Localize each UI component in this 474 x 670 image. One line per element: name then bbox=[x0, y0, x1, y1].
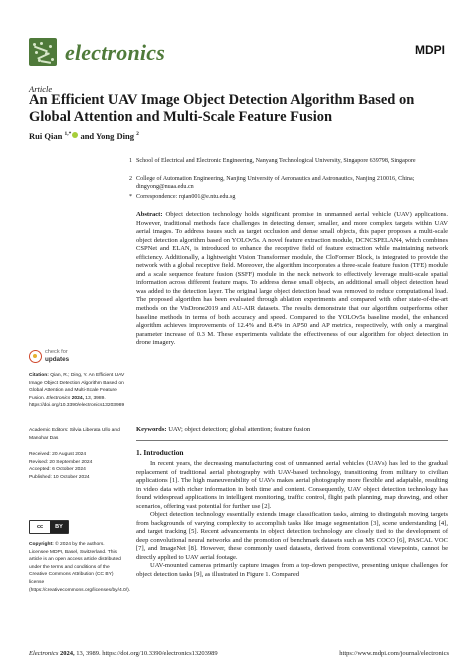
footer-doi[interactable]: 13, 3989. https://doi.org/10.3390/electronics13203989 bbox=[76, 650, 218, 657]
copyright-text: © 2024 by the authors. Licensee MDPI, Basel, Switzerland. This article is an open access article distributed under the terms and conditions of the Creative Commons Attribution (CC BY) license (https://creativecommons.org/licenses/by/4.0/). bbox=[29, 542, 131, 593]
citation-block bbox=[29, 372, 125, 410]
section-heading: 1. Introduction bbox=[136, 448, 184, 457]
correspondence-text: Correspondence: rqian001@e.ntu.edu.sg bbox=[136, 194, 236, 200]
affiliation-marker: 2 bbox=[129, 176, 133, 182]
footer-journal-url[interactable]: https://www.mdpi.com/journal/electronics bbox=[339, 650, 449, 657]
footer-journal: Electronics bbox=[29, 650, 59, 657]
publisher-logo bbox=[415, 40, 445, 62]
journal-name: electronics bbox=[65, 40, 165, 65]
keywords-label: Keywords: bbox=[136, 426, 167, 433]
editors-block bbox=[29, 427, 125, 442]
dates-block bbox=[29, 451, 125, 481]
author-1[interactable]: Rui Qian bbox=[29, 131, 63, 141]
citation-doi[interactable]: 13, 3989. https://doi.org/10.3390/electronics13203989 bbox=[29, 395, 125, 409]
affiliation-2 bbox=[129, 175, 446, 191]
by-icon: BY bbox=[50, 521, 68, 533]
journal-logo bbox=[29, 38, 57, 66]
author-2-affil: 2 bbox=[136, 131, 139, 138]
copyright-label: Copyright: bbox=[29, 542, 54, 547]
citation-journal: Electronics bbox=[46, 395, 71, 401]
footer-citation bbox=[29, 650, 218, 657]
date-received: Received: 20 August 2024 bbox=[29, 452, 87, 457]
editors-text: Silvia Liberata Ullo and Manohar Das bbox=[29, 428, 120, 441]
paragraph: In recent years, the decreasing manufacturing cost of unmanned aerial vehicles (UAVs) has led to the gradual replacement of traditional aerial photography with UAV-based technology, transitioning from military to civilian applications [1]. The high maneuverability of UAVs makes aerial photography more flexible and adaptable, resulting in video data with richer information in both time and content. Consequently, UAV object detection technology has found widespread applications in intelligent monitoring, traffic control, flight path planning, map drawing, and other scenarios, offering vast potential for further use [2]. bbox=[136, 460, 448, 510]
affiliation-marker: 1 bbox=[129, 158, 133, 164]
date-revised: Revised: 20 September 2024 bbox=[29, 459, 93, 465]
affiliation-text: School of Electrical and Electronic Engineering, Nanyang Technological University, Singapore 639798, Singapore bbox=[136, 158, 416, 164]
author-line bbox=[29, 131, 139, 141]
editors-label: Academic Editors: bbox=[29, 428, 69, 433]
footer-year: 2024, bbox=[60, 650, 75, 657]
cc-icon: cc bbox=[30, 521, 50, 533]
check-for-updates-badge[interactable] bbox=[29, 350, 81, 366]
abstract bbox=[136, 211, 448, 348]
abstract-label: Abstract: bbox=[136, 211, 163, 218]
orcid-icon[interactable] bbox=[72, 132, 78, 138]
correspondence bbox=[129, 193, 446, 201]
check-updates-line2: updates bbox=[45, 356, 70, 363]
citation-year: 2024, bbox=[71, 395, 84, 401]
paragraph: Object detection technology essentially extends image classification tasks, aiming to distinguish moving targets from backgrounds of varying complexity to accomplish tasks like image segmentation [3], scene understanding [4], and target tracking [5]. Recent advancements in object detection technology are closely tied to the development of deep convolutional neural networks and the promotion of benchmark datasets such as MS COCO [6], PASCAL VOC [7], and ImageNet [8]. However, these commonly used datasets, derived from conventional viewpoints, cannot be directly applied to UAV aerial footage. bbox=[136, 511, 448, 561]
article-title: An Efficient UAV Image Object Detection Algorithm Based on Global Attention and Multi-Scale Feature Fusion bbox=[29, 92, 415, 125]
keywords-text: UAV; object detection; global attention; feature fusion bbox=[168, 426, 311, 433]
article-type: Article bbox=[29, 84, 53, 94]
section-divider bbox=[136, 440, 448, 441]
introduction-body bbox=[136, 460, 448, 579]
cc-by-license-badge[interactable] bbox=[29, 520, 69, 534]
page-footer bbox=[29, 650, 449, 657]
affiliation-marker: * bbox=[129, 194, 133, 200]
date-accepted: Accepted: 6 October 2024 bbox=[29, 467, 86, 473]
citation-text: Qian, R.; Ding, Y. An Efficient UAV Image Object Detection Algorithm Based on Global Attention and Multi-Scale Feature Fusion. bbox=[29, 373, 125, 401]
citation-label: Citation: bbox=[29, 373, 49, 378]
paragraph: UAV-mounted cameras primarily capture images from a top-down perspective, presenting unique challenges for object detection tasks [9], as illustrated in Figure 1. Compared bbox=[136, 562, 448, 578]
publisher-name: MDPI bbox=[415, 43, 445, 57]
date-published: Published: 10 October 2024 bbox=[29, 474, 90, 480]
abstract-text: Object detection technology holds significant promise in unmanned aerial vehicle (UAV) applications. However, traditional methods face challenges in detecting denser, smaller, and more complex targets within UAV aerial images. To address issues such as target occlusion and dense small objects, this paper proposes a multi-scale object detection algorithm based on YOLOv5s. A novel feature extraction module, DCNCSPELAN4, which combines CSPNet and ELAN, is introduced to enhance the receptive field of feature extraction while maintaining network efficiency. Additionally, a lightweight Vision Transformer module, the CloFormer Block, is integrated to provide the network with a global receptive field. Moreover, the algorithm incorporates a three-scale feature fusion (TFE) module and a scale sequence feature fusion (SSFF) module in the neck network to effectively leverage multi-scale spatial information across different feature maps. To address dense small objects, an additional small object detection head was added to the detection layer. The original large object detection head was removed to reduce computational load. The proposed algorithm has been evaluated through ablation experiments and compared with other state-of-the-art methods on the VisDrone2019 and AU-AIR datasets. The results demonstrate that our algorithm outperforms other baseline methods in terms of both accuracy and speed. Compared to the YOLOv5s baseline model, the enhanced algorithm achieves improvements of 12.4% and 8.4% in AP50 and AP metrics, respectively, with only a marginal parameter increase of 0.3 M. These experiments validate the effectiveness of our algorithm for object detection in drone imagery. bbox=[136, 211, 448, 347]
author-2[interactable]: and Yong Ding bbox=[80, 131, 134, 141]
keywords bbox=[136, 426, 448, 435]
check-updates-icon bbox=[29, 350, 42, 363]
affiliation-text: College of Automation Engineering, Nanjing University of Aeronautics and Astronautics, Nanjing 210016, China; dingyong@nuaa.edu.cn bbox=[136, 176, 415, 191]
check-updates-line1: check for bbox=[45, 349, 68, 355]
affiliation-1 bbox=[129, 157, 446, 165]
author-1-affil: 1,* bbox=[64, 131, 72, 138]
copyright-block bbox=[29, 541, 131, 594]
